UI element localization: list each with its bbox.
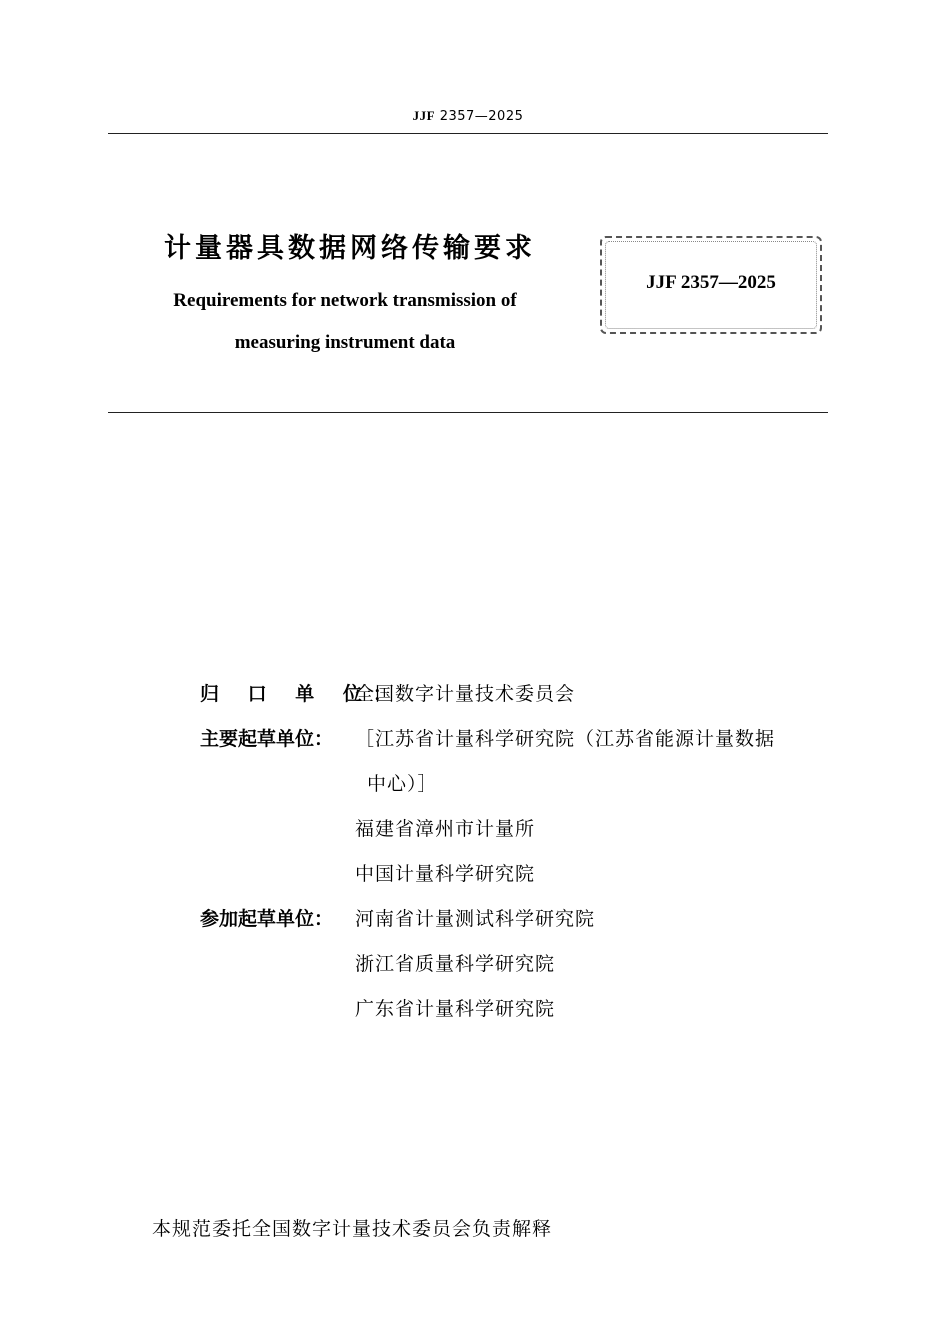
responsible-unit-label: 归 口 单 位： [200,683,403,705]
standard-code-box-text: JJF 2357—2025 [646,272,776,293]
participating-drafting-item: 浙江省质量科学研究院 [355,953,556,975]
participating-drafting-item: 广东省计量科学研究院 [355,998,556,1020]
header-divider [108,133,828,134]
responsible-unit-value: 全国数字计量技术委员会 [355,683,576,705]
header-standard-code [0,108,936,124]
participating-drafting-item: 河南省计量测试科学研究院 [355,908,596,930]
main-drafting-row [200,717,840,897]
header-code-number: 2357—2025 [439,109,524,124]
main-drafting-item: ［江苏省计量科学研究院（江苏省能源计量数据 [355,728,776,750]
main-drafting-label: 主要起草单位： [200,728,334,750]
title-english-line-2: measuring instrument data [234,332,456,353]
main-drafting-item: 中国计量科学研究院 [355,863,536,885]
participating-drafting-row [200,897,840,1032]
title-english-line-1: Requirements for network transmission of [173,290,517,311]
title-divider [108,412,828,413]
interpretation-note: 本规范委托全国数字计量技术委员会负责解释 [152,1218,553,1240]
title-english [130,280,560,364]
title-chinese: 计量器具数据网络传输要求 [164,233,536,264]
header-code-prefix: JJF [412,108,436,123]
main-drafting-item: 福建省漳州市计量所 [355,818,536,840]
main-drafting-item: 中心）］ [367,773,438,795]
responsible-unit-row [200,672,840,717]
participating-drafting-label: 参加起草单位： [200,908,334,930]
drafting-units [200,672,840,1032]
